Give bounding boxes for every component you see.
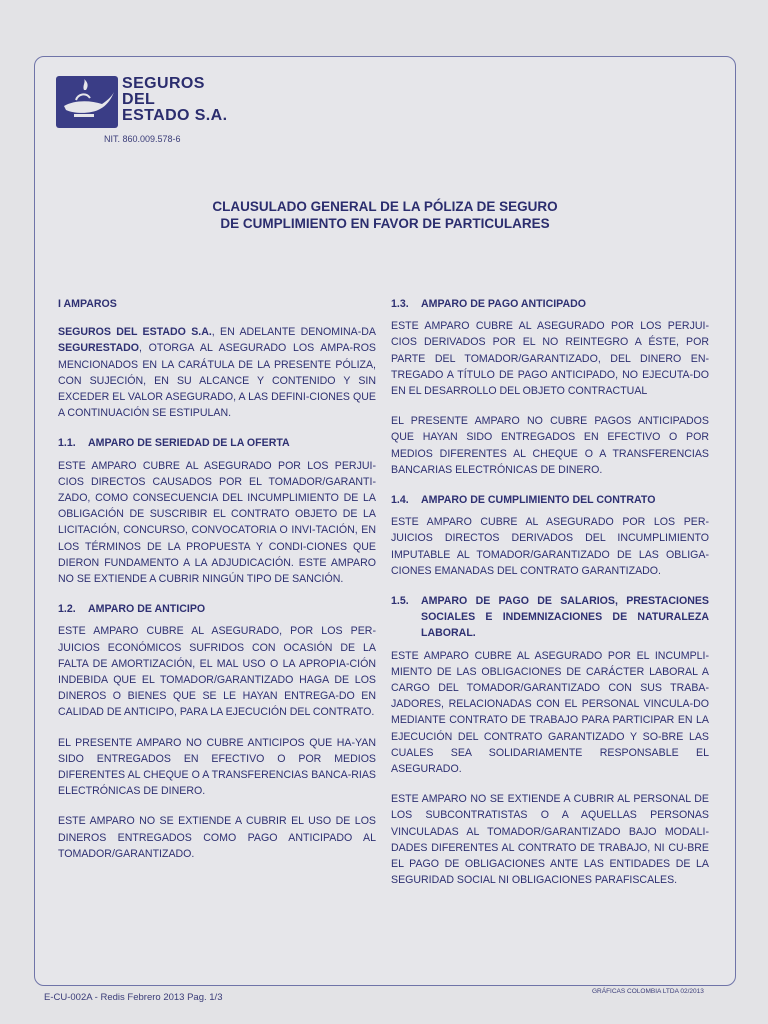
subsection-number: 1.3. <box>391 298 409 310</box>
paragraph-1-2a: ESTE AMPARO CUBRE AL ASEGURADO, POR LOS PER-JUICIOS ECONÓMICOS SUFRIDOS CON OCASIÓN DE LA FALTA DE AMORTIZACIÓN, EL MAL USO O LA APROPIA-CIÓN INDEBIDA QUE EL TOMADOR/GARANTIZADO HAGA DE LOS DINEROS O BIENES QUE SE LE HAYAN ENTREGA-DO EN CALIDAD DE ANTICIPO, PARA LA EJECUCIÓN DEL CONTRATO. <box>58 625 376 719</box>
subsection-title: AMPARO DE PAGO ANTICIPADO <box>421 298 586 310</box>
subsection-number: 1.4. <box>391 494 409 507</box>
subsection-title: AMPARO DE SERIEDAD DE LA OFERTA <box>88 437 290 450</box>
paragraph-1-2c: ESTE AMPARO NO SE EXTIENDE A CUBRIR EL USO DE LOS DINEROS ENTREGADOS COMO PAGO ANTICIPADO AL TOMADOR/GARANTIZADO. <box>58 815 376 860</box>
subsection-number: 1.2. <box>58 603 76 616</box>
intro-text-2: , OTORGA AL ASEGURADO LOS AMPA-ROS MENCIONADOS EN LA CARÁTULA DE LA PRESENTE PÓLIZA, CON SUJECIÓN, EN SU ALCANCE Y CONTENIDO Y SIN EXCEDER EL VALOR ASEGURADO, A LAS DEFINI-CIONES QUE A CONTINUACIÓN SE ESTIPULAN. <box>58 342 376 420</box>
paragraph-1-3a: ESTE AMPARO CUBRE AL ASEGURADO POR LOS PERJUI-CIOS DERIVADOS POR EL NO REINTEGRO A ÉSTE, POR PARTE DEL TOMADOR/GARANTIZADO, DEL DINERO EN-TREGADO A TÍTULO DE PAGO ANTICIPADO, NO EJECUTA-DO EN EL DESARROLLO DEL OBJETO CONTRACTUAL <box>391 320 709 398</box>
brand-line-1: SEGUROS <box>122 75 205 92</box>
subsection-number: 1.1. <box>58 437 76 450</box>
paragraph-1-1: ESTE AMPARO CUBRE AL ASEGURADO POR LOS PERJUI-CIOS DIRECTOS CAUSADOS POR EL TOMADOR/GARANTI-ZADO, COMO CONSECUENCIA DEL INCUMPLIMIENTO DE LA OBLIGACIÓN DE SUSCRIBIR EL CONTRATO OBJETO DE LA LICITACIÓN, CONCURSO, CONVOCATORIA O INVI-TACIÓN, EN LOS TÉRMINOS DE LA PROPUESTA Y CONDI-CIONES QUE DIERON FUNDAMENTO A LA ADJUDICACIÓN. ESTE AMPARO NO SE EXTIENDE A CUBRIR NINGÚN TIPO DE SANCIÓN. <box>58 459 376 586</box>
subsection-title: AMPARO DE CUMPLIMIENTO DEL CONTRATO <box>421 494 656 507</box>
footer-form-code: E-CU-002A - Redis Febrero 2013 Pag. 1/3 <box>44 992 223 1003</box>
subsection-heading-1-5 <box>391 593 709 642</box>
subsection-title: AMPARO DE PAGO DE SALARIOS, PRESTACIONES SOCIALES E INDEMNIZACIONES DE NATURALEZA LABORAL. <box>421 595 709 640</box>
paragraph-1-5a: ESTE AMPARO CUBRE AL ASEGURADO POR EL INCUMPLI-MIENTO DE LAS OBLIGACIONES DE CARÁCTER LABORAL A CARGO DEL TOMADOR/GARANTIZADO CON SUS TRABA-JADORES, RELACIONADAS CON EL PERSONAL VINCULA-DO MEDIANTE CONTRATO DE TRABAJO PARA PARTICIPAR EN LA EJECUCIÓN DEL CONTRATO GARANTIZADO Y SO-BRE LAS CUALES SEA SOLIDARIAMENTE RESPONSABLE EL ASEGURADO. <box>391 649 709 776</box>
document-title <box>180 198 590 232</box>
title-line-2: DE CUMPLIMIENTO EN FAVOR DE PARTICULARES <box>220 216 550 231</box>
paragraph-1-4: ESTE AMPARO CUBRE AL ASEGURADO POR LOS PER-JUICIOS DIRECTOS DERIVADOS DEL INCUMPLIMIENTO IMPUTABLE AL TOMADOR/GARANTIZADO DE LAS OBLIGA-CIONES EMANADAS DEL CONTRATO GARANTIZADO. <box>391 516 709 577</box>
intro-brand: SEGURESTADO <box>58 342 140 355</box>
nit-number: NIT. 860.009.578-6 <box>104 134 181 144</box>
subsection-heading-1-4 <box>391 492 709 508</box>
left-column <box>58 290 376 876</box>
subsection-heading-1-3 <box>391 296 709 312</box>
intro-company: SEGUROS DEL ESTADO S.A. <box>58 326 212 339</box>
subsection-title: AMPARO DE ANTICIPO <box>88 603 206 616</box>
intro-paragraph <box>58 324 376 421</box>
footer-printer: GRÁFICAS COLOMBIA LTDA 02/2013 <box>592 988 704 995</box>
paragraph-1-3b: EL PRESENTE AMPARO NO CUBRE PAGOS ANTICIPADOS QUE HAYAN SIDO ENTREGADOS EN EFECTIVO O POR MEDIOS DIFERENTES AL CHEQUE O A TRANSFERENCIAS BANCARIAS ELECTRÓNICAS DE DINERO. <box>391 415 709 476</box>
subsection-heading-1-2 <box>58 601 376 617</box>
paragraph-1-5b: ESTE AMPARO NO SE EXTIENDE A CUBRIR AL PERSONAL DE LOS SUBCONTRATISTAS O A AQUELLAS PERSONAS VINCULADAS AL TOMADOR/GARANTIZADO BAJO MODALI-DADES DIFERENTES AL CONTRATO DE TRABAJO, NI CU-BRE EL PAGO DE OBLIGACIONES ANTE LAS ENTIDADES DE LA SEGURIDAD SOCIAL NI OBLIGACIONES PARAFISCALES. <box>391 793 709 887</box>
title-line-1: CLAUSULADO GENERAL DE LA PÓLIZA DE SEGURO <box>212 199 558 214</box>
brand-line-3: ESTADO S.A. <box>122 107 228 124</box>
subsection-number: 1.5. <box>391 595 409 608</box>
brand-line-2: DEL <box>122 91 156 108</box>
lamp-logo-icon <box>56 76 118 128</box>
section-title: I AMPAROS <box>58 298 117 310</box>
brand-name <box>122 76 227 124</box>
intro-text-1: , EN ADELANTE DENOMINA-DA <box>211 326 376 339</box>
right-column <box>391 290 709 903</box>
subsection-heading-1-1 <box>58 435 376 451</box>
paragraph-1-2b: EL PRESENTE AMPARO NO CUBRE ANTICIPOS QUE HA-YAN SIDO ENTREGADOS EN EFECTIVO O POR MEDIOS DIFERENTES AL CHEQUE O A TRANSFERENCIAS BANCA-RIAS ELECTRÓNICAS DE DINERO. <box>58 736 376 798</box>
